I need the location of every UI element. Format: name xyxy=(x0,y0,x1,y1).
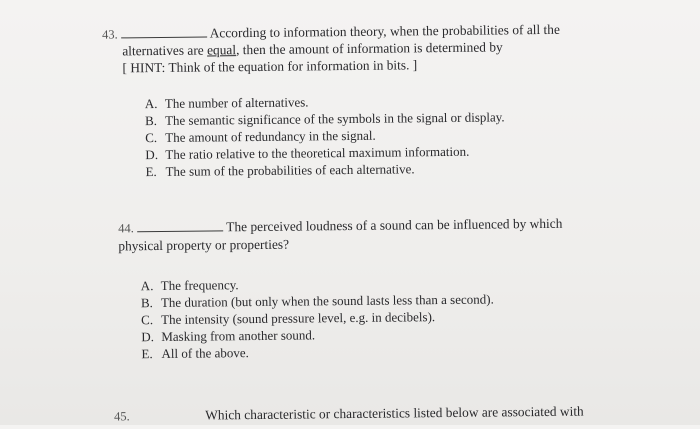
hint-text: [ HINT: Think of the equation for information in bits. ] xyxy=(122,57,418,76)
option-text: The number of alternatives. xyxy=(164,94,309,111)
option-letter: C. xyxy=(145,130,158,146)
question-number: 43. xyxy=(102,27,118,42)
question-44-line1 xyxy=(118,216,562,237)
option-letter: B. xyxy=(144,113,158,129)
answer-blank xyxy=(121,26,207,38)
option-a xyxy=(141,277,239,294)
question-stem: According to information theory, when the probabilities of all the xyxy=(209,21,560,41)
question-number: 45. xyxy=(114,409,130,424)
option-letter: E. xyxy=(141,346,153,362)
question-stem: physical property or properties? xyxy=(118,236,290,254)
option-b xyxy=(145,109,505,129)
option-a xyxy=(145,94,309,112)
question-stem: Which characteristic or characteristics listed below are associated with xyxy=(205,403,584,423)
question-43-hint xyxy=(122,57,417,76)
option-e xyxy=(145,161,414,180)
question-number: 44. xyxy=(118,221,134,236)
option-letter: A. xyxy=(140,278,154,294)
option-text: The frequency. xyxy=(160,277,239,293)
option-letter: D. xyxy=(141,329,155,345)
option-letter: B. xyxy=(140,295,153,311)
option-text: Masking from another sound. xyxy=(161,327,316,344)
question-44-line2 xyxy=(118,237,289,255)
underlined-word: equal xyxy=(206,42,237,58)
option-d xyxy=(145,144,469,163)
option-c xyxy=(145,128,376,146)
answer-blank xyxy=(137,220,223,232)
question-stem: alternatives are xyxy=(122,42,208,59)
option-text: The ratio relative to the theoretical maximum information. xyxy=(165,143,470,162)
option-letter: D. xyxy=(145,147,159,163)
question-stem: , then the amount of information is determined by xyxy=(235,39,503,58)
option-text: The intensity (sound pressure level, e.g. in decibels). xyxy=(161,309,436,327)
option-e xyxy=(141,345,249,362)
option-text: The duration (but only when the sound lasts less than a second). xyxy=(160,291,494,310)
question-stem: The perceived loudness of a sound can be influenced by which xyxy=(226,215,563,235)
option-letter: E. xyxy=(145,164,157,180)
option-b xyxy=(141,291,494,311)
option-text: The sum of the probabilities of each alternative. xyxy=(165,161,415,179)
option-text: All of the above. xyxy=(161,345,249,361)
option-c xyxy=(141,309,435,328)
option-d xyxy=(141,327,315,345)
option-text: The amount of redundancy in the signal. xyxy=(165,127,376,145)
option-letter: A. xyxy=(144,96,158,112)
option-letter: C. xyxy=(141,312,154,328)
option-text: The semantic significance of the symbols in the signal or display. xyxy=(164,109,505,128)
question-43-line2 xyxy=(122,39,503,59)
question-45-line1 xyxy=(114,404,584,425)
